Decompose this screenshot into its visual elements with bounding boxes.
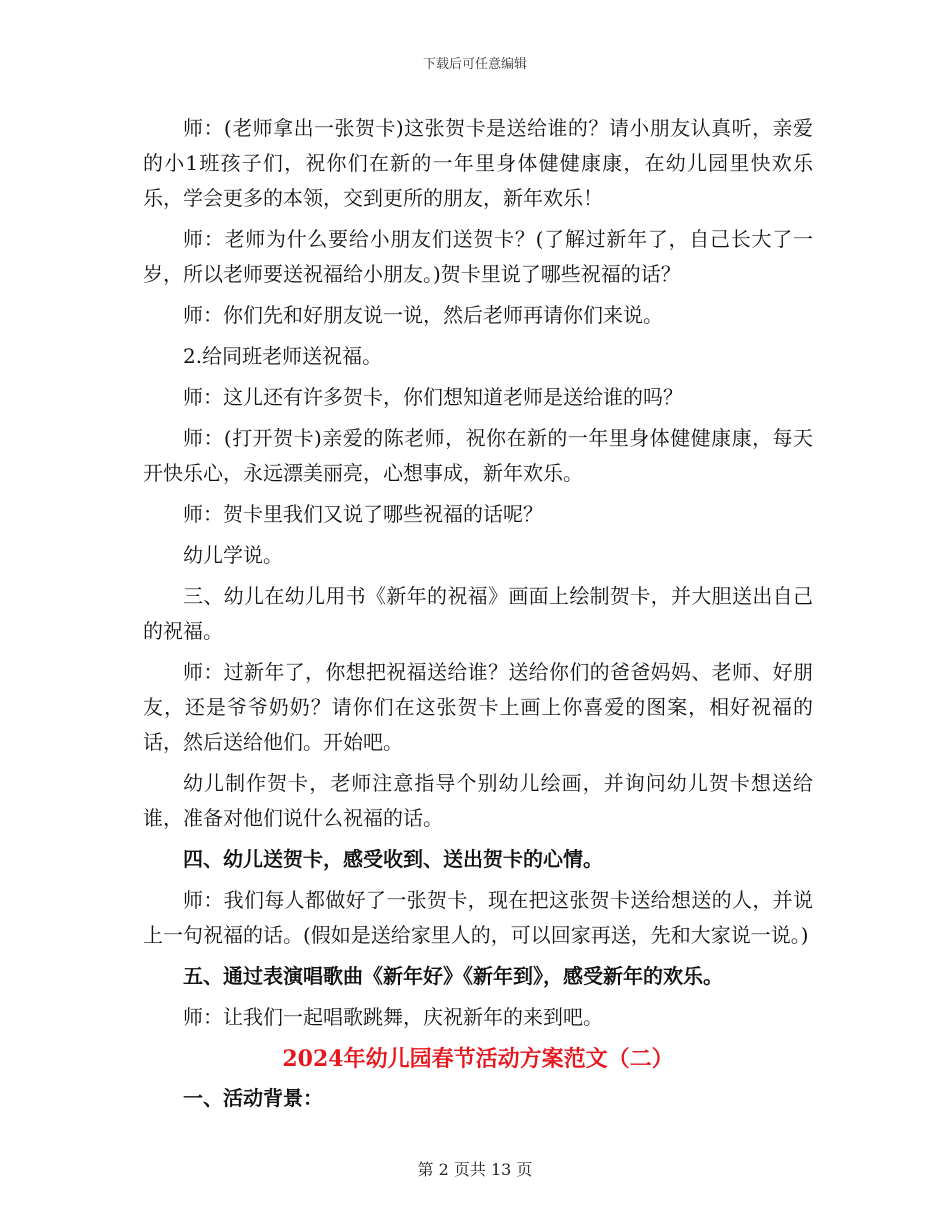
paragraph: 幼儿制作贺卡，老师注意指导个别幼儿绘画，并询问幼儿贺卡想送给谁，准备对他们说什么祝福的话。 bbox=[143, 771, 813, 830]
section-title: 2024年幼儿园春节活动方案范文（二） bbox=[282, 1046, 674, 1072]
paragraph: 师：让我们一起唱歌跳舞，庆祝新年的来到吧。 bbox=[183, 1005, 603, 1029]
paragraph: 师：过新年了，你想把祝福送给谁？送给你们的爸爸妈妈、老师、好朋友，还是爷爷奶奶？请你们在这张贺卡上画上你喜爱的图案，相好祝福的话，然后送给他们。开始吧。 bbox=[143, 660, 813, 754]
paragraph: 师：老师为什么要给小朋友们送贺卡？(了解过新年了，自己长大了一岁，所以老师要送祝福给小朋友。)贺卡里说了哪些祝福的话？ bbox=[143, 227, 813, 286]
paragraph: 师：贺卡里我们又说了哪些祝福的话呢？ bbox=[183, 502, 543, 526]
paragraph: 师：这儿还有许多贺卡，你们想知道老师是送给谁的吗？ bbox=[183, 385, 683, 409]
paragraph: 2.给同班老师送祝福。 bbox=[183, 344, 383, 368]
paragraph: 师：(老师拿出一张贺卡)这张贺卡是送给谁的？请小朋友认真听，亲爱的小1班孩子们，祝你们在新的一年里身体健健康康，在幼儿园里快欢乐乐，学会更多的本领，交到更所的朋友，新年欢乐！ bbox=[143, 116, 813, 210]
subheading: 一、活动背景： bbox=[183, 1086, 323, 1110]
paragraph: 师：我们每人都做好了一张贺卡，现在把这张贺卡送给想送的人，并说上一句祝福的话。(假如是送给家里人的，可以回家再送，先和大家说一说。) bbox=[143, 888, 813, 947]
section-heading: 四、幼儿送贺卡，感受收到、送出贺卡的心情。 bbox=[183, 847, 603, 871]
section-heading: 五、通过表演唱歌曲《新年好》《新年到》，感受新年的欢乐。 bbox=[183, 964, 723, 988]
paragraph: 师：你们先和好朋友说一说，然后老师再请你们来说。 bbox=[183, 303, 663, 327]
paragraph: 三、幼儿在幼儿用书《新年的祝福》画面上绘制贺卡，并大胆送出自己的祝福。 bbox=[143, 584, 813, 643]
document-body bbox=[143, 111, 813, 1122]
paragraph: 师：(打开贺卡)亲爱的陈老师，祝你在新的一年里身体健健康康，每天开快乐心，永远漂美丽亮，心想事成，新年欢乐。 bbox=[143, 426, 813, 485]
page-footer: 第 2 页共 13 页 bbox=[417, 1160, 533, 1179]
page-header: 下载后可任意编辑 bbox=[422, 57, 527, 72]
paragraph: 幼儿学说。 bbox=[183, 543, 283, 567]
